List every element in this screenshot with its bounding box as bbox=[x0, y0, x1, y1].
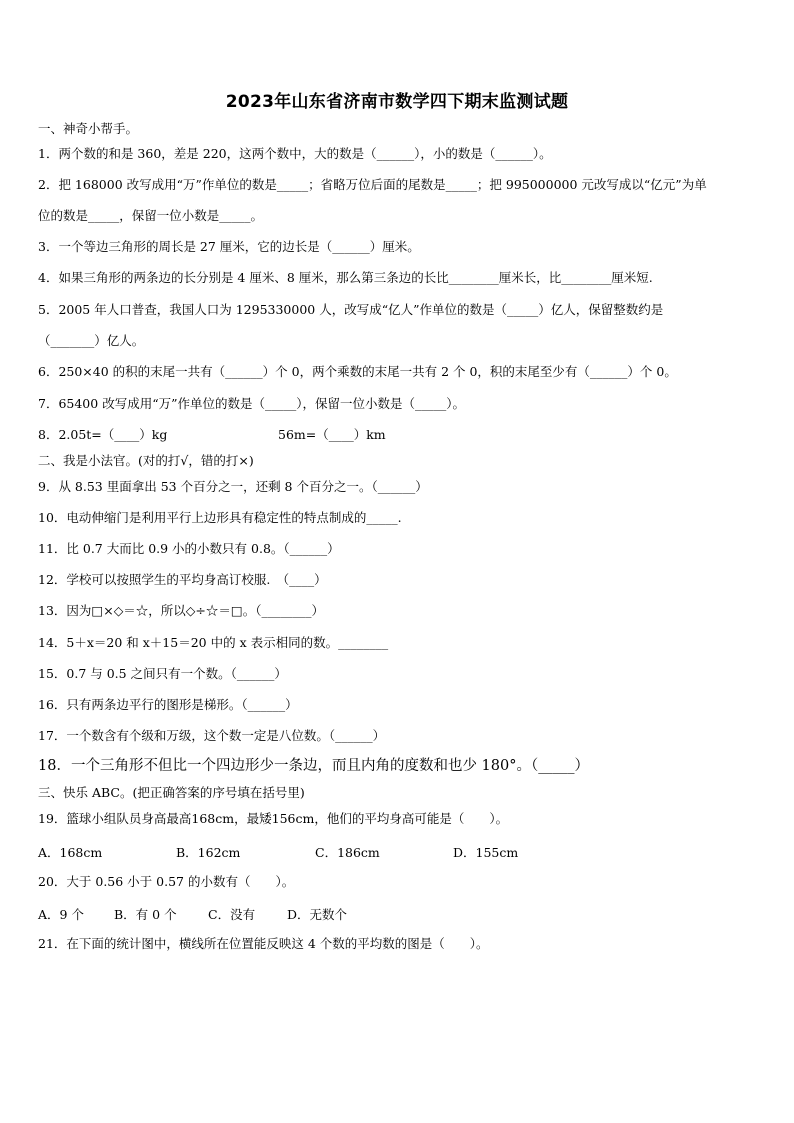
section-heading-2: 二、我是小法官。(对的打√，错的打×) bbox=[38, 453, 254, 468]
question-9: 9．从 8.53 里面拿出 53 个百分之一，还剩 8 个百分之一。（______） bbox=[38, 479, 428, 494]
question-13: 13．因为□×◇＝☆，所以◇÷☆＝□。（________） bbox=[38, 603, 324, 618]
question-16: 16．只有两条边平行的图形是梯形。（______） bbox=[38, 697, 298, 712]
question-21: 21．在下面的统计图中，横线所在位置能反映这 4 个数的平均数的图是（ ）。 bbox=[38, 936, 489, 951]
question-3: 3．一个等边三角形的周长是 27 厘米，它的边长是（______）厘米。 bbox=[38, 239, 420, 254]
question-14: 14．5＋x＝20 和 x＋15＝20 中的 x 表示相同的数。________ bbox=[38, 635, 389, 650]
option-19-a: A．168cm bbox=[38, 845, 103, 860]
question-12: 12．学校可以按照学生的平均身高订校服. （____） bbox=[38, 572, 327, 587]
question-4: 4．如果三角形的两条边的长分别是 4 厘米、8 厘米，那么第三条边的长比________厘米长，比________厘米短. bbox=[38, 270, 653, 285]
page-title: 2023年山东省济南市数学四下期末监测试题 bbox=[225, 92, 569, 112]
question-18: 18．一个三角形不但比一个四边形少一条边，而且内角的度数和也少 180°。（_____） bbox=[38, 758, 589, 774]
section-heading-3: 三、快乐 ABC。(把正确答案的序号填在括号里) bbox=[38, 785, 305, 800]
option-20-a: A．9 个 bbox=[38, 907, 84, 922]
question-17: 17．一个数含有个级和万级，这个数一定是八位数。（______） bbox=[38, 728, 386, 743]
question-8b: 56m=（____）km bbox=[278, 427, 386, 442]
question-8a: 8．2.05t=（____）kg bbox=[38, 427, 168, 442]
question-7: 7．65400 改写成用“万”作单位的数是（_____），保留一位小数是（_____）。 bbox=[38, 396, 465, 411]
option-20-c: C．没有 bbox=[208, 907, 256, 922]
option-19-d: D．155cm bbox=[453, 845, 519, 860]
section-heading-1: 一、神奇小帮手。 bbox=[38, 121, 139, 136]
question-2-line-1: 2．把 168000 改写成用“万”作单位的数是_____；省略万位后面的尾数是_____；把 995000000 元改写成以“亿元”为单 bbox=[38, 177, 707, 192]
question-10: 10．电动伸缩门是利用平行上边形具有稳定性的特点制成的_____. bbox=[38, 510, 402, 525]
option-19-b: B．162cm bbox=[176, 845, 241, 860]
question-19: 19．篮球小组队员身高最高168cm，最矮156cm，他们的平均身高可能是（ ）。 bbox=[38, 811, 509, 826]
question-1: 1．两个数的和是 360，差是 220，这两个数中，大的数是（______），小的数是（______）。 bbox=[38, 146, 552, 161]
question-6: 6．250×40 的积的末尾一共有（______）个 0，两个乘数的末尾一共有 2 个 0，积的末尾至少有（______）个 0。 bbox=[38, 364, 677, 379]
question-15: 15．0.7 与 0.5 之间只有一个数。（______） bbox=[38, 666, 287, 681]
question-5-line-1: 5．2005 年人口普查，我国人口为 1295330000 人，改写成“亿人”作单位的数是（_____）亿人，保留整数约是 bbox=[38, 302, 664, 317]
question-11: 11．比 0.7 大而比 0.9 小的小数只有 0.8。（______） bbox=[38, 541, 340, 556]
question-2-line-2: 位的数是_____，保留一位小数是_____。 bbox=[38, 208, 264, 223]
option-19-c: C．186cm bbox=[315, 845, 380, 860]
option-20-b: B．有 0 个 bbox=[114, 907, 177, 922]
question-5-line-2: （_______）亿人。 bbox=[38, 333, 145, 348]
question-20: 20．大于 0.56 小于 0.57 的小数有（ ）。 bbox=[38, 874, 295, 889]
option-20-d: D．无数个 bbox=[287, 907, 348, 922]
